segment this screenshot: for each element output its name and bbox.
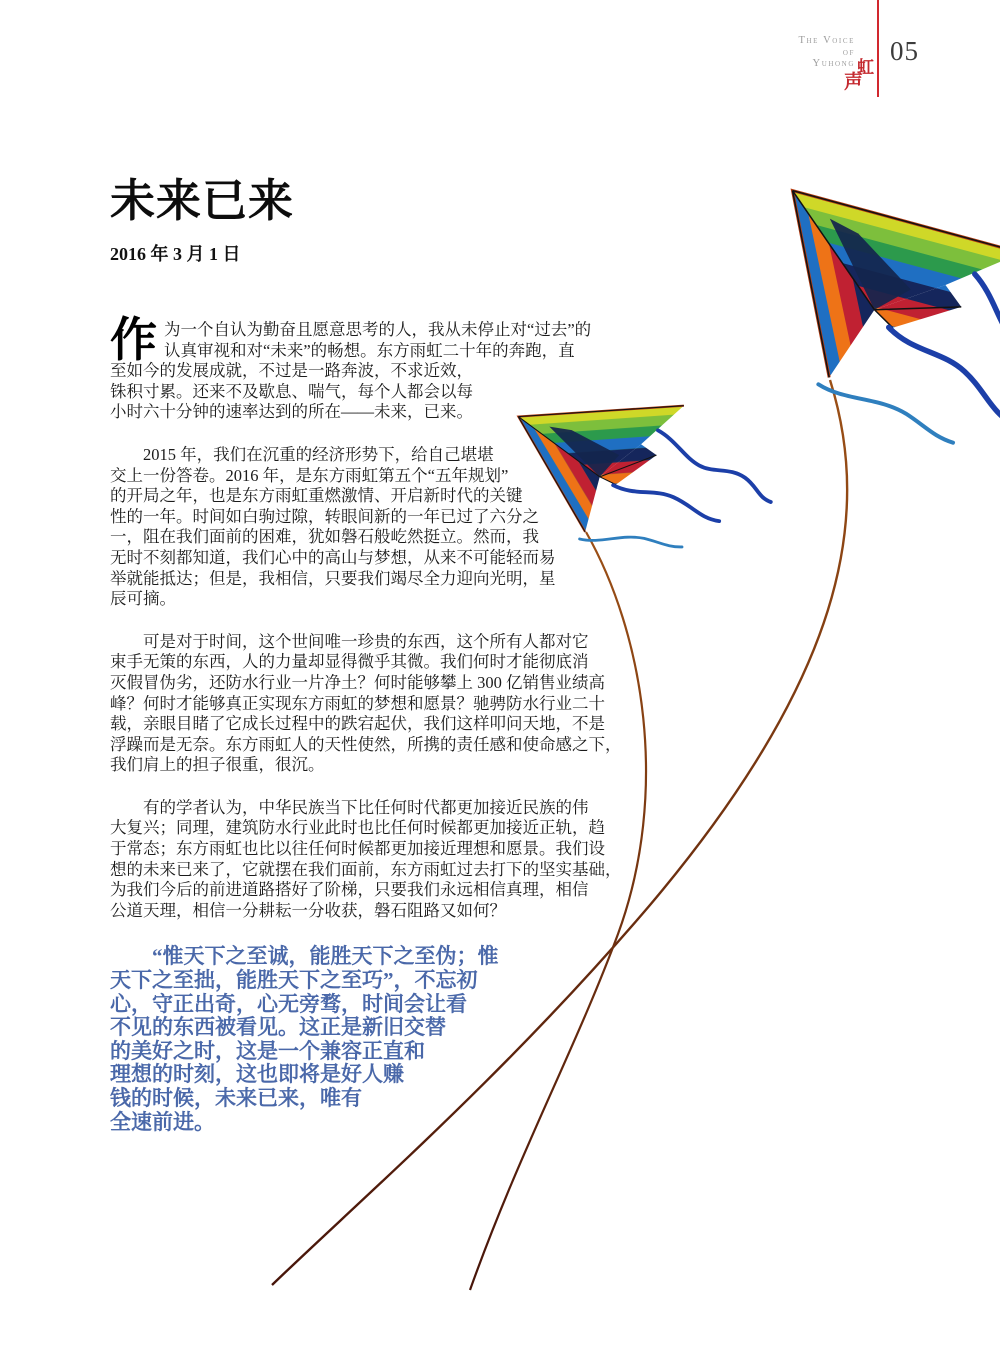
page-number: 05 — [890, 36, 919, 66]
paragraph-4: 有的学者认为，中华民族当下比任何时代都更加接近民族的伟 大复兴；同理，建筑防水行业此时也比任何时候都更加接近正轨，趋 于常态；东方雨虹也比以往任何时候都更加接近理想和愿景。我们设 想的未来已来了，它就摆在我们面前，东方雨虹过去打下的坚实基础， 为我们今后的前进道路搭好了阶梯，只要我们永远相信真理，相信 公道天理，相信一分耕耘一分收获，磐石阻路又如何？ — [110, 797, 622, 920]
magazine-title-line: Yuhong — [812, 58, 855, 69]
magazine-title-line: of — [842, 46, 855, 58]
article-date: 2016 年 3 月 1 日 — [110, 244, 241, 264]
drop-cap: 作 — [110, 315, 157, 367]
paragraph-3: 可是对于时间，这个世间唯一珍贵的东西，这个所有人都对它 束手无策的东西，人的力量却显得微乎其微。我们何时才能彻底消 灭假冒伪劣，还防水行业一片净土？何时能够攀上 300 亿销售业绩高 峰？何时才能够真正实现东方雨虹的梦想和愿景？驰骋防水行业二十 载，亲眼目睹了它成长过程中的跌宕起伏，我们这样叩问天地，不是 浮躁而是无奈。东方雨虹人的天性使然，所携的责任感和使命感之下， 我们肩上的担子很重，很沉。 — [110, 631, 622, 775]
paragraph-2: 2015 年，我们在沉重的经济形势下，给自己堪堪 交上一份答卷。2016 年，是东方雨虹第五个“五年规划” 的开局之年，也是东方雨虹重燃激情、开启新时代的关键 性的一年。时间如白驹过隙，转眼间新的一年已过了六分之 一，阻在我们面前的困难，犹如磐石般屹然挺立。然而，我 无时不刻都知道，我们心中的高山与梦想，从来不可能轻而易 举就能抵达；但是，我相信，只要我们竭尽全力迎向光明，星 辰可摘。 — [110, 444, 556, 609]
masthead-character-sheng: 声 — [844, 72, 864, 93]
paragraph-1-text: 为一个自认为勤奋且愿意思考的人，我从未停止对“过去”的 认真审视和对“未来”的畅想。东方雨虹二十年的奔跑，直 至如今的发展成就，不过是一路奔波，不求近效， 铢积寸累。还来不及歇息、喘气，每个人都会以每 小时六十分钟的速率达到的所在——未来，已来。 — [110, 320, 592, 422]
article-column — [110, 178, 625, 1134]
kite-large-icon — [768, 191, 1000, 458]
article-title: 未来已来 — [110, 176, 295, 226]
magazine-title-line: The Voice — [798, 35, 855, 46]
closing-quote: “惟天下之至诚，能胜天下之至伪；惟 天下之至拙，能胜天下之至巧”，不忘初 心，守正出奇，心无旁骛，时间会让看 不见的东西被看见。这正是新旧交替 的美好之时，这是一个兼容正直和 理想的时刻，这也即将是好人赚 钱的时候，未来已来，唯有 全速前进。 — [110, 944, 499, 1134]
paragraph-1 — [110, 315, 625, 423]
masthead-character-hong: 虹 — [857, 58, 874, 77]
